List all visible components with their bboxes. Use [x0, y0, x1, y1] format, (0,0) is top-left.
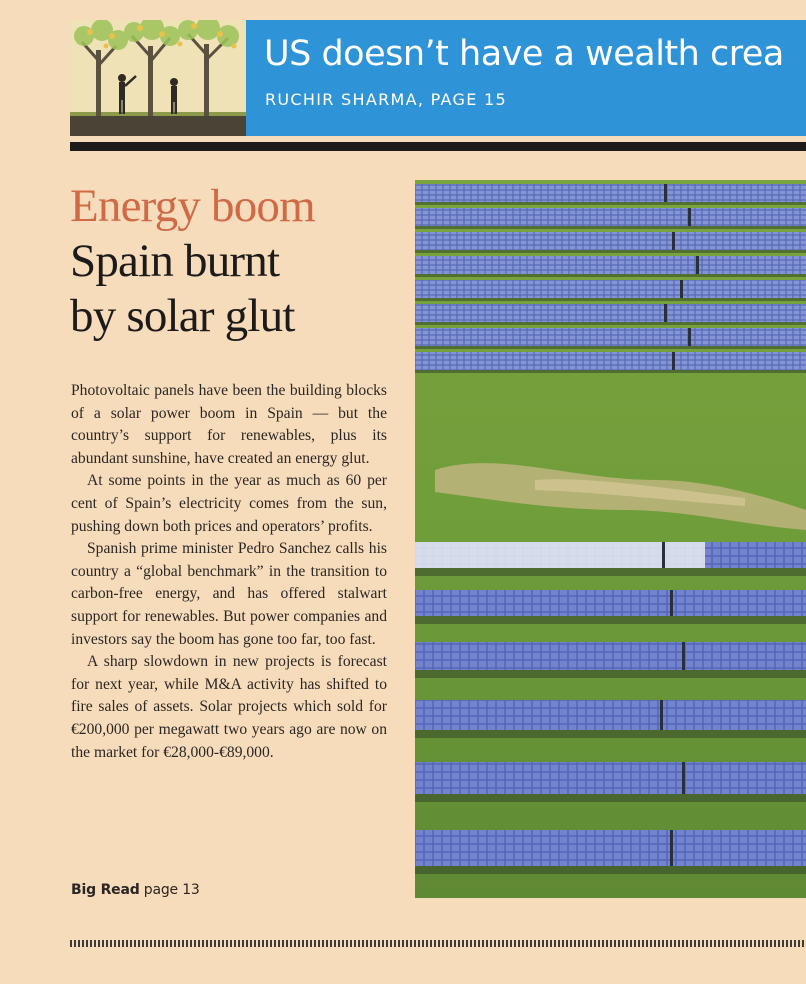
panel-shadow [415, 794, 806, 802]
solar-panel-row [415, 328, 806, 346]
panel-seam [664, 184, 667, 202]
panel-seam [688, 328, 691, 346]
solar-panel-row [415, 762, 806, 794]
panel-shadow [415, 202, 806, 205]
panel-seam [672, 232, 675, 250]
solar-panel-row [415, 184, 806, 202]
solar-panel-row [415, 208, 806, 226]
article-body [71, 380, 387, 764]
solar-panel-row [415, 280, 806, 298]
banner-illustration [70, 20, 246, 136]
promo-title[interactable]: US doesn’t have a wealth crea [264, 34, 784, 74]
refer-section: Big Read [71, 882, 140, 898]
footer-dotted-rule [70, 940, 806, 947]
panel-shadow [415, 730, 806, 738]
panel-seam [664, 304, 667, 322]
panel-seam [688, 208, 691, 226]
body-paragraph: At some points in the year as much as 60 per cent of Spain’s electricity comes from the sun, pushing down both prices and operators’ profits. [71, 472, 387, 535]
panel-seam [680, 280, 683, 298]
panel-seam [670, 590, 673, 616]
panel-shadow [415, 226, 806, 229]
section-divider [70, 142, 806, 151]
panel-shadow [415, 616, 806, 624]
solar-panel-row [415, 232, 806, 250]
panel-shadow [415, 274, 806, 277]
solar-farm-photo [415, 180, 806, 898]
panel-shadow [415, 670, 806, 678]
panel-seam [670, 830, 673, 866]
panel-seam [660, 700, 663, 730]
body-paragraph: Photovoltaic panels have been the building blocks of a solar power boom in Spain — but the country’s support for renewables, plus its abundant sunshine, have created an energy glut. [71, 382, 387, 467]
body-paragraph: Spanish prime minister Pedro Sanchez calls his country a “global benchmark” in the transition to carbon-free energy, and has offered stalwart support for renewables. But power companies and investors say the boom has gone too far, too fast. [71, 540, 387, 648]
solar-panel-row [415, 642, 806, 670]
solar-panel-row [415, 304, 806, 322]
body-paragraph: A sharp slowdown in new projects is forecast for next year, while M&A activity has shifted to fire sales of assets. Solar projects which sold for €200,000 per megawatt two years ago are now on the market for €28,000-€89,000. [71, 653, 387, 761]
panel-seam [682, 762, 685, 794]
panel-shadow [415, 322, 806, 325]
panel-shadow [415, 568, 806, 576]
solar-panel-row [415, 256, 806, 274]
panel-shadow [415, 346, 806, 349]
promo-byline: RUCHIR SHARMA, PAGE 15 [265, 90, 507, 109]
article-headline[interactable]: Spain burnt by solar glut [70, 235, 295, 342]
panel-shadow [415, 298, 806, 301]
panel-shadow [415, 866, 806, 874]
page-reference[interactable] [71, 882, 200, 898]
panel-seam [696, 256, 699, 274]
panel-shadow [415, 370, 806, 373]
panel-seam [662, 542, 665, 568]
article-kicker: Energy boom [70, 180, 315, 232]
refer-page: page 13 [143, 882, 200, 898]
opinion-promo-banner[interactable] [246, 20, 806, 136]
solar-panel-row [415, 352, 806, 370]
trees-people-illustration [70, 20, 246, 136]
solar-panel-row [415, 700, 806, 730]
panel-shadow [415, 250, 806, 253]
panel-seam [672, 352, 675, 370]
panel-glare [415, 542, 705, 568]
solar-panels-image [415, 180, 806, 898]
solar-panel-row [415, 830, 806, 866]
panel-seam [682, 642, 685, 670]
solar-panel-row [415, 590, 806, 616]
